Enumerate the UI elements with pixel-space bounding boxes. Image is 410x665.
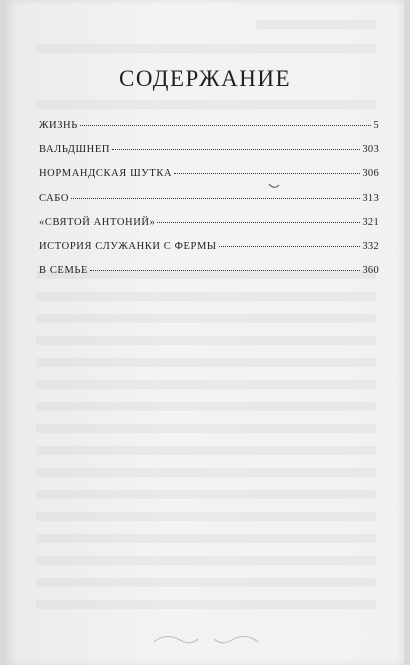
toc-entry-title: ЖИЗНЬ	[39, 120, 78, 131]
toc-entry-page: 5	[373, 120, 379, 131]
toc-entry-page: 306	[362, 168, 379, 180]
bleed-through-line	[256, 20, 376, 29]
bleed-through-line	[36, 100, 376, 109]
bleed-through-line	[36, 534, 376, 543]
dot-leader	[112, 149, 360, 150]
toc-entry[interactable]	[39, 241, 379, 265]
toc-entry-title: «СВЯТОЙ АНТОНИЙ»	[39, 216, 156, 228]
bleed-through-line	[36, 424, 376, 433]
toc-entry-title: САБО	[39, 192, 70, 204]
bleed-through-line	[36, 468, 376, 477]
toc-entry-page: 360	[362, 265, 379, 277]
toc-entry-title: ВАЛЬДШНЕП	[39, 144, 111, 156]
dot-leader	[219, 246, 361, 247]
toc-entry-page: 321	[362, 216, 379, 228]
toc-entry[interactable]	[39, 265, 379, 289]
toc-entry[interactable]	[39, 193, 379, 217]
bleed-through-line	[36, 292, 376, 301]
pencil-mark-icon	[268, 182, 280, 190]
toc-entry-title: В СЕМЬЕ	[39, 265, 89, 277]
bleed-through-line	[36, 402, 376, 411]
bleed-through-line	[36, 512, 376, 521]
toc-entry[interactable]	[39, 120, 379, 144]
toc-entry-page: 313	[362, 192, 379, 204]
toc-entry-title: ИСТОРИЯ СЛУЖАНКИ С ФЕРМЫ	[39, 240, 217, 252]
bleed-through-line	[36, 578, 376, 587]
bleed-through-line	[36, 490, 376, 499]
dot-leader	[174, 173, 360, 174]
dot-leader	[71, 198, 360, 199]
toc-entry-title: НОРМАНДСКАЯ ШУТКА	[39, 168, 173, 180]
ornament-icon	[146, 628, 266, 650]
dot-leader	[80, 125, 372, 126]
page-title: СОДЕРЖАНИЕ	[118, 66, 291, 91]
toc-entry[interactable]	[39, 168, 379, 192]
bleed-through-line	[36, 446, 376, 455]
bleed-through-line	[36, 380, 376, 389]
toc-entry[interactable]	[39, 144, 379, 168]
dot-leader	[90, 270, 360, 271]
bleed-through-line	[36, 556, 376, 565]
toc-entry-page: 332	[362, 240, 379, 252]
bleed-through-line	[36, 314, 376, 323]
bleed-through-line	[36, 358, 376, 367]
toc-entry-page: 303	[362, 144, 379, 156]
toc-entry[interactable]	[39, 217, 379, 241]
book-page	[6, 0, 404, 665]
bleed-through-line	[36, 336, 376, 345]
bleed-through-line	[36, 44, 376, 53]
bleed-through-line	[36, 600, 376, 609]
table-of-contents	[39, 120, 379, 289]
dot-leader	[157, 222, 360, 223]
